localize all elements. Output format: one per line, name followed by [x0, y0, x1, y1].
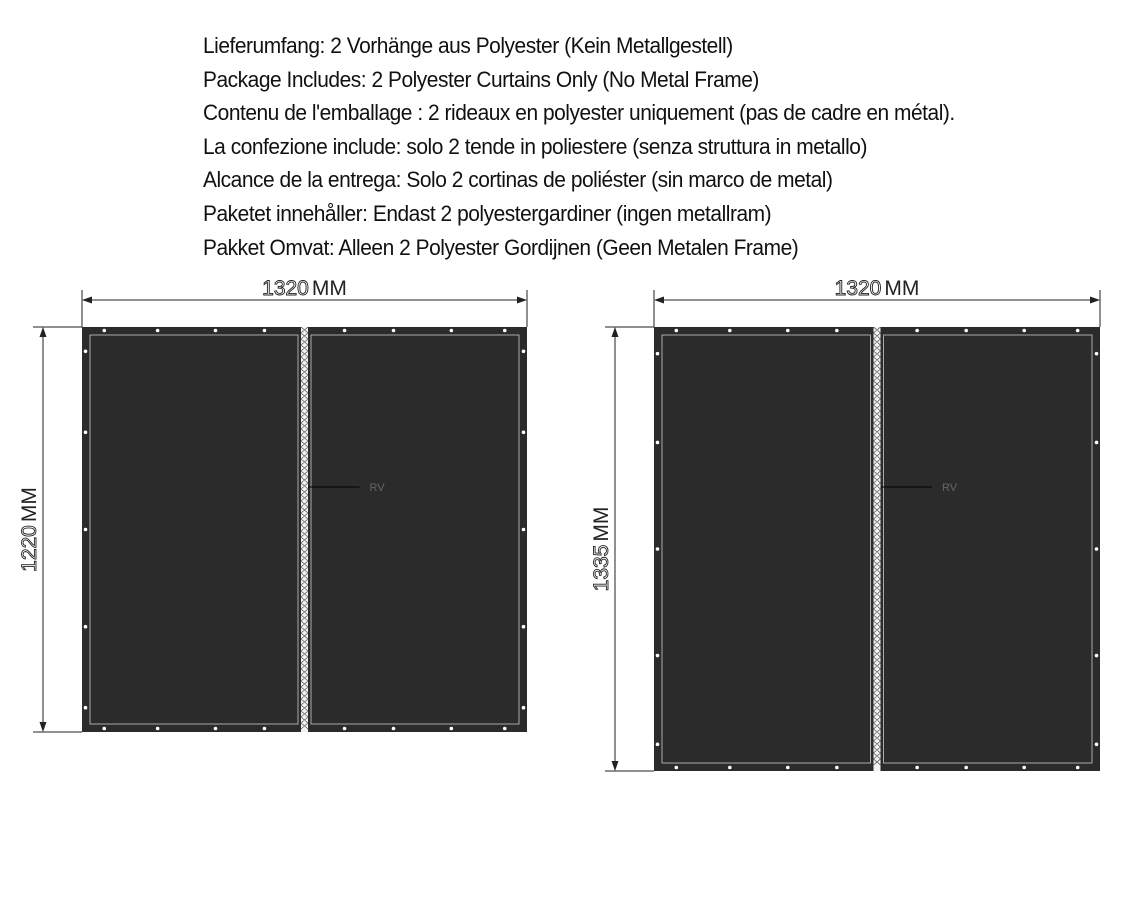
- grommet: [84, 528, 88, 532]
- grommet: [656, 547, 660, 551]
- curtain-1-center-label: RV: [369, 482, 385, 494]
- curtain-1-left-panel: [82, 327, 301, 732]
- grommet: [786, 329, 790, 333]
- grommet: [522, 431, 526, 435]
- curtain-1-height-label: [18, 487, 41, 572]
- grommet: [84, 625, 88, 629]
- curtain-1-panels: [82, 327, 527, 732]
- grommet: [1022, 329, 1026, 333]
- grommet: [522, 350, 526, 354]
- grommet: [1095, 547, 1099, 551]
- grommet: [786, 766, 790, 770]
- curtain-1-width-unit: MM: [311, 277, 347, 300]
- curtain-diagram-1: [18, 277, 527, 732]
- curtain-diagram-2: [590, 277, 1100, 771]
- grommet: [656, 441, 660, 445]
- curtain-1-height-value: 1220: [18, 525, 41, 572]
- curtain-2-width-label: [835, 277, 920, 300]
- line-swedish: Paketet innehåller: Endast 2 polyestergardiner (ingen metallram): [203, 200, 772, 226]
- grommet: [1076, 329, 1080, 333]
- grommet: [522, 528, 526, 532]
- line-spanish: Alcance de la entrega: Solo 2 cortinas de poliéster (sin marco de metal): [203, 167, 833, 193]
- grommet: [522, 625, 526, 629]
- curtain-2-width-unit: MM: [884, 277, 920, 300]
- grommet: [450, 727, 454, 731]
- curtain-2-width-value: 1320: [834, 277, 882, 300]
- curtain-2-height-value: 1335: [590, 544, 613, 592]
- grommet: [156, 329, 160, 333]
- curtain-2-height-unit: MM: [590, 506, 613, 542]
- curtain-1-width-label: [262, 277, 347, 300]
- curtain-2-left-panel: [654, 327, 874, 771]
- line-english: Package Includes: 2 Polyester Curtains Only (No Metal Frame): [203, 66, 759, 92]
- grommet: [84, 431, 88, 435]
- grommet: [102, 727, 106, 731]
- grommet: [656, 352, 660, 356]
- grommet: [84, 706, 88, 710]
- grommet: [915, 329, 919, 333]
- grommet: [1095, 743, 1099, 747]
- grommet: [835, 329, 839, 333]
- line-italian: La confezione include: solo 2 tende in poliestere (senza struttura in metallo): [203, 133, 867, 159]
- curtain-1-height-unit: MM: [18, 487, 41, 523]
- grommet: [915, 766, 919, 770]
- grommet: [450, 329, 454, 333]
- grommet: [964, 766, 968, 770]
- grommet: [728, 329, 732, 333]
- grommet: [392, 727, 396, 731]
- grommet: [728, 766, 732, 770]
- grommet: [675, 766, 679, 770]
- curtain-2-panels: [654, 327, 1100, 771]
- grommet: [675, 329, 679, 333]
- line-french: Contenu de l'emballage : 2 rideaux en polyester uniquement (pas de cadre en métal).: [203, 100, 955, 126]
- grommet: [503, 727, 507, 731]
- grommet: [214, 727, 218, 731]
- grommet: [1076, 766, 1080, 770]
- grommet: [835, 766, 839, 770]
- grommet: [343, 329, 347, 333]
- grommet: [503, 329, 507, 333]
- curtain-2-right-panel: [881, 327, 1101, 771]
- curtain-1-width-value: 1320: [262, 277, 309, 300]
- grommet: [522, 706, 526, 710]
- grommet: [102, 329, 106, 333]
- grommet: [343, 727, 347, 731]
- grommet: [1095, 654, 1099, 658]
- curtain-2-center-label: RV: [942, 482, 958, 494]
- grommet: [214, 329, 218, 333]
- grommet: [392, 329, 396, 333]
- grommet: [656, 654, 660, 658]
- grommet: [656, 743, 660, 747]
- curtain-1-right-panel: [308, 327, 527, 732]
- line-german: Lieferumfang: 2 Vorhänge aus Polyester (Kein Metallgestell): [203, 33, 733, 58]
- grommet: [263, 329, 267, 333]
- grommet: [1095, 441, 1099, 445]
- grommet: [1022, 766, 1026, 770]
- grommet: [263, 727, 267, 731]
- grommet: [1095, 352, 1099, 356]
- line-dutch: Pakket Omvat: Alleen 2 Polyester Gordijnen (Geen Metalen Frame): [203, 234, 799, 260]
- grommet: [964, 329, 968, 333]
- grommet: [84, 350, 88, 354]
- grommet: [156, 727, 160, 731]
- curtain-2-height-label: [590, 507, 613, 592]
